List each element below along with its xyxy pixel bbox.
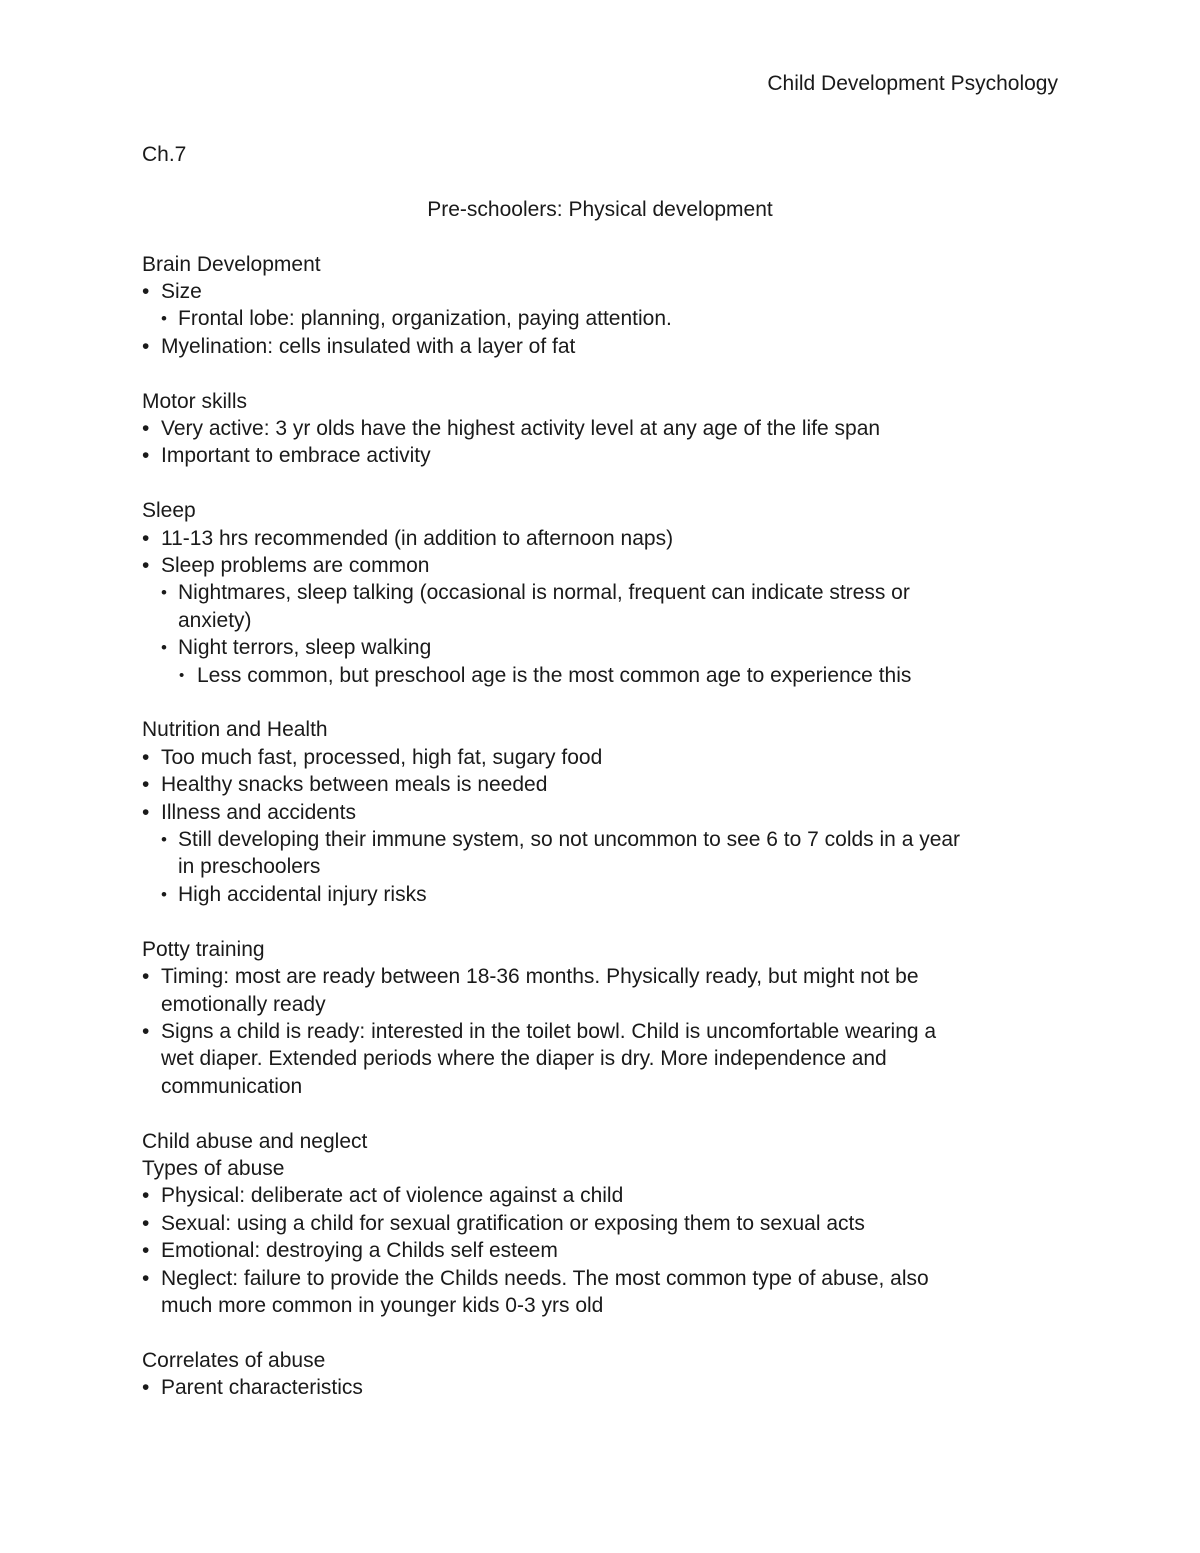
- bullet-icon: •: [142, 334, 150, 358]
- list-item-continuation: wet diaper. Extended periods where the diaper is dry. More independence and: [161, 1047, 887, 1071]
- bullet-icon: •: [142, 965, 150, 989]
- list-item-continuation: anxiety): [178, 608, 252, 632]
- list-item: • Timing: most are ready between 18-36 months. Physically ready, but might not be: [142, 963, 1062, 990]
- bullet-icon: •: [161, 638, 167, 658]
- page-header-title: Child Development Psychology: [767, 72, 1058, 95]
- list-item: • Size: [142, 278, 1062, 305]
- list-item: • High accidental injury risks: [142, 881, 1062, 908]
- bullet-icon: •: [142, 1211, 150, 1235]
- list-item: • Sexual: using a child for sexual gratification or exposing them to sexual acts: [142, 1210, 1062, 1237]
- bullet-icon: •: [142, 444, 150, 468]
- section-heading-abuse: Child abuse and neglect: [142, 1129, 368, 1153]
- list-item-continuation: in preschoolers: [178, 855, 321, 879]
- list-item: • Nightmares, sleep talking (occasional is normal, frequent can indicate stress or: [142, 579, 1062, 606]
- list-item: • Signs a child is ready: interested in the toilet bowl. Child is uncomfortable wearing a: [142, 1018, 1062, 1045]
- bullet-icon: •: [142, 417, 150, 441]
- list-item: • 11-13 hrs recommended (in addition to afternoon naps): [142, 525, 1062, 552]
- bullet-icon: •: [142, 745, 150, 769]
- bullet-icon: •: [142, 1184, 150, 1208]
- chapter-label: Ch.7: [142, 143, 187, 166]
- document-title: Pre-schoolers: Physical development: [427, 197, 773, 221]
- bullet-icon: •: [179, 666, 185, 684]
- section-heading-correlates: Correlates of abuse: [142, 1348, 326, 1372]
- bullet-icon: •: [142, 1376, 150, 1400]
- bullet-icon: •: [161, 884, 167, 904]
- bullet-icon: •: [142, 800, 150, 824]
- list-item: • Frontal lobe: planning, organization, paying attention.: [142, 305, 1062, 332]
- list-item: • Very active: 3 yr olds have the highest activity level at any age of the life span: [142, 415, 1062, 442]
- list-item-continuation: communication: [161, 1074, 303, 1098]
- list-item: • Healthy snacks between meals is needed: [142, 771, 1062, 798]
- list-item: • Important to embrace activity: [142, 442, 1062, 469]
- document-body: [142, 141, 1062, 1402]
- list-item: • Sleep problems are common: [142, 552, 1062, 579]
- list-item: • Physical: deliberate act of violence against a child: [142, 1182, 1062, 1209]
- list-item: • Too much fast, processed, high fat, sugary food: [142, 744, 1062, 771]
- bullet-icon: •: [142, 1019, 150, 1043]
- bullet-icon: •: [142, 280, 150, 303]
- section-heading-motor: Motor skills: [142, 389, 248, 413]
- list-item: • Neglect: failure to provide the Childs needs. The most common type of abuse, also: [142, 1265, 1062, 1292]
- bullet-icon: •: [161, 309, 167, 329]
- section-heading-potty: Potty training: [142, 937, 265, 961]
- bullet-icon: •: [142, 773, 150, 797]
- bullet-icon: •: [161, 583, 167, 603]
- bullet-icon: •: [161, 830, 167, 850]
- section-heading-nutrition: Nutrition and Health: [142, 718, 328, 742]
- list-item: • Less common, but preschool age is the most common age to experience this: [142, 662, 1062, 689]
- list-item: • Still developing their immune system, so not uncommon to see 6 to 7 colds in a year: [142, 826, 1062, 853]
- list-item: • Emotional: destroying a Childs self esteem: [142, 1237, 1062, 1264]
- list-item: • Myelination: cells insulated with a layer of fat: [142, 333, 1062, 360]
- section-subheading-abuse-types: Types of abuse: [142, 1156, 285, 1180]
- bullet-icon: •: [142, 554, 150, 578]
- list-item: • Illness and accidents: [142, 799, 1062, 826]
- list-item: • Parent characteristics: [142, 1374, 1062, 1401]
- bullet-icon: •: [142, 1266, 150, 1290]
- bullet-icon: •: [142, 526, 150, 550]
- bullet-icon: •: [142, 1239, 150, 1263]
- list-item-continuation: emotionally ready: [161, 992, 326, 1016]
- section-heading-brain: Brain Development: [142, 252, 321, 276]
- list-item: • Night terrors, sleep walking: [142, 634, 1062, 661]
- list-item-continuation: much more common in younger kids 0-3 yrs old: [161, 1293, 604, 1317]
- section-heading-sleep: Sleep: [142, 499, 196, 523]
